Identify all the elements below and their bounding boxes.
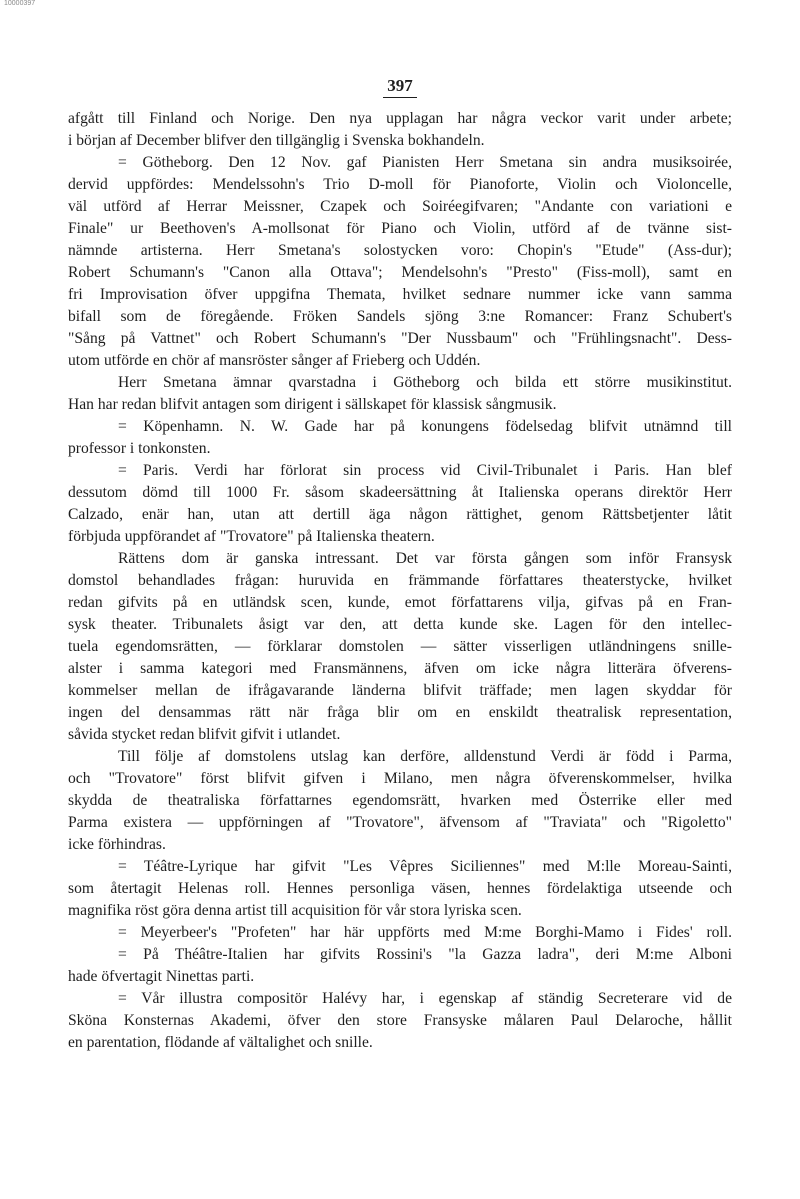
text-line: Herr Smetana ämnar qvarstadna i Götheborg och bilda ett större musikinstitut. <box>118 374 732 391</box>
text-line: såvida stycket redan blifvit gifvit i utlandet. <box>68 726 341 743</box>
text-line: = Vår illustra compositör Halévy har, i egenskap af ständig Secreterare vid de <box>118 990 732 1007</box>
text-line: afgått till Finland och Norige. Den nya upplagan har några veckor varit under arbete; <box>68 110 732 127</box>
text-line: magnifika röst göra denna artist till acquisition för vår stora lyriska scen. <box>68 902 522 919</box>
text-line: utom utförde en chör af mansröster sånger af Frieberg och Uddén. <box>68 352 481 369</box>
text-line: = Meyerbeer's "Profeten" har här uppförts med M:me Borghi-Mamo i Fides' roll. <box>118 924 732 941</box>
text-line: Till följe af domstolens utslag kan derföre, alldenstund Verdi är född i Parma, <box>118 748 732 765</box>
text-line: tuela egendomsrätten, — förklarar domstolen — sätter visserligen utländningens snille- <box>68 638 732 655</box>
text-line: nämnde artisterna. Herr Smetana's solostycken voro: Chopin's "Etude" (Ass-dur); <box>68 242 732 259</box>
text-line: "Sång på Vattnet" och Robert Schumann's "Der Nussbaum" och "Frühlingsnacht". Dess- <box>68 330 732 347</box>
text-line: dervid uppfördes: Mendelssohn's Trio D-moll för Pianoforte, Violin och Violoncelle, <box>68 176 732 193</box>
text-line: förbjuda uppförandet af "Trovatore" på Italienska theatern. <box>68 528 435 545</box>
text-line: redan gifvits på en utländsk scen, kunde, emot författarens vilja, gifvas på en Fran- <box>68 594 732 611</box>
page-id-label: 10000397 <box>4 0 36 7</box>
text-line: = Paris. Verdi har förlorat sin process vid Civil-Tribunalet i Paris. Han blef <box>118 462 732 479</box>
text-line: dessutom dömd till 1000 Fr. såsom skadeersättning åt Italienska operans direktör Herr <box>68 484 732 501</box>
text-line: och "Trovatore" först blifvit gifven i Milano, men några öfverenskommelser, hvilka <box>68 770 732 787</box>
text-line: Han har redan blifvit antagen som dirigent i sällskapet för klassisk sångmusik. <box>68 396 557 413</box>
text-line: hade öfvertagit Ninettas parti. <box>68 968 255 985</box>
text-line: sysk theater. Tribunalets åsigt var den, att detta kunde ske. Lagen för den intellec- <box>68 616 732 633</box>
text-line: väl utförd af Herrar Meissner, Czapek och Soiréegifvaren; "Andante con variationi e <box>68 198 732 215</box>
text-line: bifall som de föregående. Fröken Sandels sjöng 3:ne Romancer: Franz Schubert's <box>68 308 732 325</box>
text-line: = På Théâtre-Italien har gifvits Rossini's "la Gazza ladra", deri M:me Alboni <box>118 946 732 963</box>
text-line: = Téâtre-Lyrique har gifvit "Les Vêpres Siciliennes" med M:lle Moreau-Sainti, <box>118 858 732 875</box>
text-line: = Götheborg. Den 12 Nov. gaf Pianisten Herr Smetana sin andra musiksoirée, <box>118 154 732 171</box>
text-line: Finale" ur Beethoven's A-mollsonat för Piano och Violin, utförd af de tvänne sist- <box>68 220 732 237</box>
text-line: som återtagit Helenas roll. Hennes personliga väsen, hennes fördelaktiga utseende och <box>68 880 732 897</box>
body-text <box>68 108 732 1054</box>
page-number <box>0 76 800 98</box>
text-line: skydda de theatraliska författarnes egendomsrätt, hvarken med Österrike eller med <box>68 792 732 809</box>
text-line: professor i tonkonsten. <box>68 440 211 457</box>
text-line: = Köpenhamn. N. W. Gade har på konungens födelsedag blifvit utnämnd till <box>118 418 732 435</box>
text-line: icke förhindras. <box>68 836 166 853</box>
text-line: domstol behandlades frågan: huruvida en främmande författares theaterstycke, hvilket <box>68 572 732 589</box>
text-line: fri Improvisation öfver uppgifna Themata, hvilket sednare nummer icke vann samma <box>68 286 732 303</box>
text-line: Rättens dom är ganska intressant. Det var första gången som inför Fransysk <box>118 550 732 567</box>
text-line: i början af December blifver den tillgänglig i Svenska bokhandeln. <box>68 132 485 149</box>
text-line: Parma existera — uppförningen af "Trovatore", äfvensom af "Traviata" och "Rigoletto" <box>68 814 732 831</box>
text-line: Calzado, enär han, utan att dertill äga någon rättighet, genom Rättsbetjenter låtit <box>68 506 732 523</box>
text-line: Robert Schumann's "Canon alla Ottava"; Mendelsohn's "Presto" (Fiss-moll), samt en <box>68 264 732 281</box>
text-line: Sköna Konsternas Akademi, öfver den store Fransyske målaren Paul Delaroche, hållit <box>68 1012 732 1029</box>
text-line: alster i samma kategori med Fransmännens, äfven om icke några litterära öfverens- <box>68 660 732 677</box>
text-line: en parentation, flödande af vältalighet och snille. <box>68 1034 373 1051</box>
text-line: ingen del densammas rätt när fråga blir om en enskildt theatralisk representation, <box>68 704 732 721</box>
page-number-text: 397 <box>387 76 413 95</box>
text-line: kommelser mellan de ifrågavarande länderna blifvit träffade; men lagen skyddar för <box>68 682 732 699</box>
page-number-rule <box>383 97 417 98</box>
